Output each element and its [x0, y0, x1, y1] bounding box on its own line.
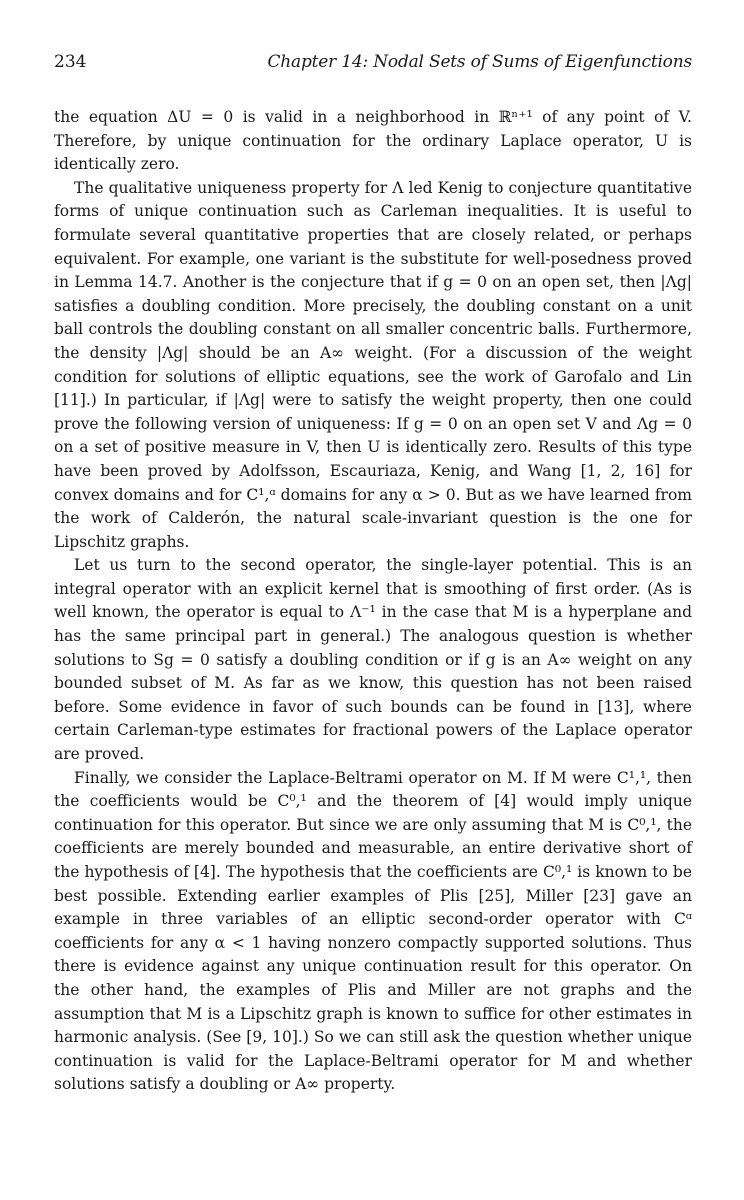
- paragraph-continuation: the equation ΔU = 0 is valid in a neighborhood in ℝⁿ⁺¹ of any point of V. Therefore, by unique continuation for the ordinary Laplace operator, U is identically zero.: [54, 108, 692, 174]
- paragraph-single-layer-potential: Let us turn to the second operator, the single-layer potential. This is an integral operator with an explicit kernel that is smoothing of first order. (As is well known, the operator is equal to Λ⁻¹ in the case that M is a hyperplane and has the same principal part in general.) The analogous question is whether solutions to Sg = 0 satisfy a doubling condition or if g is an A∞ weight on any bounded subset of M. As far as we know, this question has not been raised before. Some evidence in favor of such bounds can be found in [13], where certain Carleman-type estimates for fractional powers of the Laplace operator are proved.: [54, 556, 692, 764]
- running-header: [54, 52, 692, 86]
- chapter-title: Chapter 14: Nodal Sets of Sums of Eigenfunctions: [267, 52, 692, 72]
- paragraph-laplace-beltrami: Finally, we consider the Laplace-Beltrami operator on M. If M were C¹,¹, then the coefficients would be C⁰,¹ and the theorem of [4] would imply unique continuation for this operator. But since we are only assuming that M is C⁰,¹, the coefficients are merely bounded and measurable, an entire derivative short of the hypothesis of [4]. The hypothesis that the coefficients are C⁰,¹ is known to be best possible. Extending earlier examples of Plis [25], Miller [23] gave an example in three variables of an elliptic second-order operator with Cᵅ coefficients for any α < 1 having nonzero compactly supported solutions. Thus there is evidence against any unique continuation result for this operator. On the other hand, the examples of Plis and Miller are not graphs and the assumption that M is a Lipschitz graph is known to suffice for other estimates in harmonic analysis. (See [9, 10].) So we can still ask the question whether unique continuation is valid for the Laplace-Beltrami operator for M and whether solutions satisfy a doubling or A∞ property.: [54, 768, 692, 1094]
- body-text: [54, 106, 692, 1097]
- paragraph-quantitative-uniqueness: The qualitative uniqueness property for Λ led Kenig to conjecture quantitative forms of unique continuation such as Carleman inequalities. It is useful to formulate several quantitative properties that are closely related, or perhaps equivalent. For example, one variant is the substitute for well-posedness proved in Lemma 14.7. Another is the conjecture that if g = 0 on an open set, then |Λg| satisfies a doubling condition. More precisely, the doubling constant on a unit ball controls the doubling constant on all smaller concentric balls. Furthermore, the density |Λg| should be an A∞ weight. (For a discussion of the weight condition for solutions of elliptic equations, see the work of Garofalo and Lin [11].) In particular, if |Λg| were to satisfy the weight property, then one could prove the following version of uniqueness: If g = 0 on an open set V and Λg = 0 on a set of positive measure in V, then U is identically zero. Results of this type have been proved by Adolfsson, Escauriaza, Kenig, and Wang [1, 2, 16] for convex domains and for C¹,ᵅ domains for any α > 0. But as we have learned from the work of Calderón, the natural scale-invariant question is the one for Lipschitz graphs.: [54, 178, 692, 551]
- page-number: 234: [54, 52, 87, 72]
- book-page: [54, 52, 692, 1097]
